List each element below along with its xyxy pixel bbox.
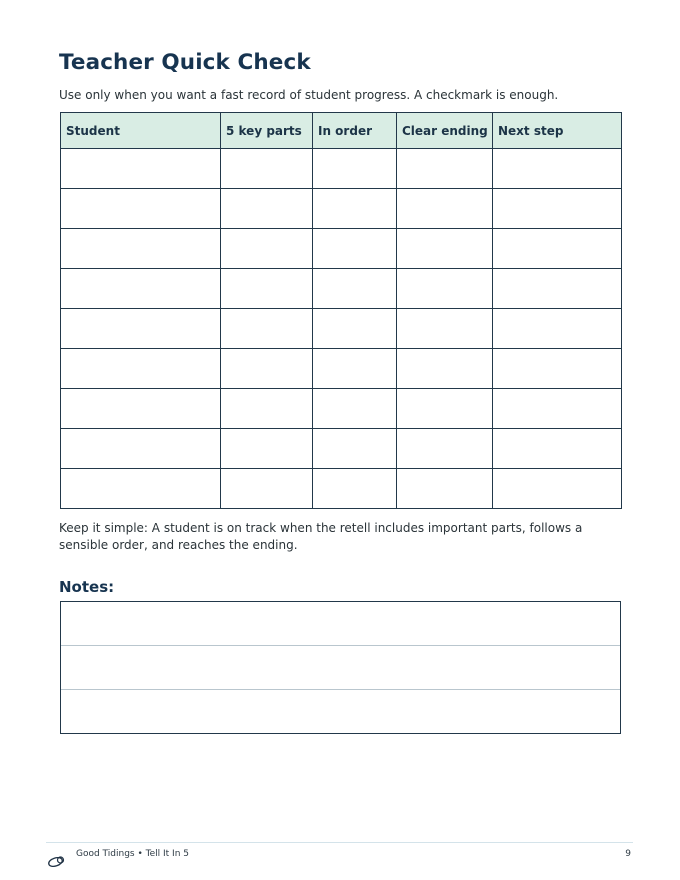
- table-cell[interactable]: [61, 389, 221, 429]
- table-row: [61, 189, 622, 229]
- notes-line[interactable]: [61, 690, 620, 734]
- table-cell[interactable]: [61, 429, 221, 469]
- table-cell[interactable]: [493, 149, 622, 189]
- table-cell[interactable]: [221, 189, 313, 229]
- quick-check-table: [60, 112, 622, 509]
- notes-heading: Notes:: [59, 578, 115, 596]
- table-cell[interactable]: [493, 469, 622, 509]
- table-row: [61, 349, 622, 389]
- table-cell[interactable]: [397, 269, 493, 309]
- table-row: [61, 389, 622, 429]
- table-cell[interactable]: [313, 429, 397, 469]
- table-cell[interactable]: [397, 149, 493, 189]
- table-cell[interactable]: [61, 309, 221, 349]
- column-header-next-step: Next step: [493, 113, 622, 149]
- ellipse-logo-icon: [47, 853, 67, 869]
- table-cell[interactable]: [221, 229, 313, 269]
- table-cell[interactable]: [61, 149, 221, 189]
- table-row: [61, 429, 622, 469]
- table-cell[interactable]: [493, 429, 622, 469]
- table-row: [61, 269, 622, 309]
- table-cell[interactable]: [313, 149, 397, 189]
- table-cell[interactable]: [397, 229, 493, 269]
- table-cell[interactable]: [313, 309, 397, 349]
- table-header-row: [61, 113, 622, 149]
- table-row: [61, 309, 622, 349]
- table-cell[interactable]: [397, 469, 493, 509]
- footer-divider: [46, 842, 633, 843]
- notes-box: [60, 601, 621, 734]
- table-cell[interactable]: [313, 229, 397, 269]
- table-cell[interactable]: [221, 389, 313, 429]
- table-cell[interactable]: [61, 269, 221, 309]
- column-header-in-order: In order: [313, 113, 397, 149]
- guidance-text: Keep it simple: A student is on track when the retell includes important parts, follows a sensible order, and reaches the ending.: [59, 521, 583, 552]
- column-header-student: Student: [61, 113, 221, 149]
- page-title: Teacher Quick Check: [59, 50, 311, 75]
- table-cell[interactable]: [61, 229, 221, 269]
- table-cell[interactable]: [313, 349, 397, 389]
- table-row: [61, 229, 622, 269]
- table-cell[interactable]: [397, 349, 493, 389]
- table-cell[interactable]: [397, 309, 493, 349]
- table-cell[interactable]: [397, 429, 493, 469]
- table-cell[interactable]: [221, 269, 313, 309]
- table-row: [61, 469, 622, 509]
- table-cell[interactable]: [61, 349, 221, 389]
- table-cell[interactable]: [221, 429, 313, 469]
- table-row: [61, 149, 622, 189]
- table-cell[interactable]: [493, 309, 622, 349]
- table-cell[interactable]: [397, 189, 493, 229]
- table-cell[interactable]: [313, 269, 397, 309]
- table-cell[interactable]: [221, 469, 313, 509]
- table-cell[interactable]: [221, 309, 313, 349]
- table-cell[interactable]: [493, 389, 622, 429]
- column-header-key-parts: 5 key parts: [221, 113, 313, 149]
- table-cell[interactable]: [493, 189, 622, 229]
- footer-text: Good Tidings • Tell It In 5: [76, 849, 189, 859]
- page-number: 9: [625, 849, 631, 859]
- table-cell[interactable]: [493, 269, 622, 309]
- table-cell[interactable]: [61, 469, 221, 509]
- column-header-clear-ending: Clear ending: [397, 113, 493, 149]
- notes-line[interactable]: [61, 602, 620, 646]
- table-cell[interactable]: [313, 389, 397, 429]
- table-cell[interactable]: [313, 469, 397, 509]
- table-cell[interactable]: [313, 189, 397, 229]
- notes-line[interactable]: [61, 646, 620, 690]
- table-cell[interactable]: [493, 349, 622, 389]
- table-cell[interactable]: [221, 149, 313, 189]
- table-body: [61, 149, 622, 509]
- table-cell[interactable]: [61, 189, 221, 229]
- table-cell[interactable]: [493, 229, 622, 269]
- intro-text: Use only when you want a fast record of student progress. A checkmark is enough.: [59, 88, 559, 102]
- table-cell[interactable]: [221, 349, 313, 389]
- table-cell[interactable]: [397, 389, 493, 429]
